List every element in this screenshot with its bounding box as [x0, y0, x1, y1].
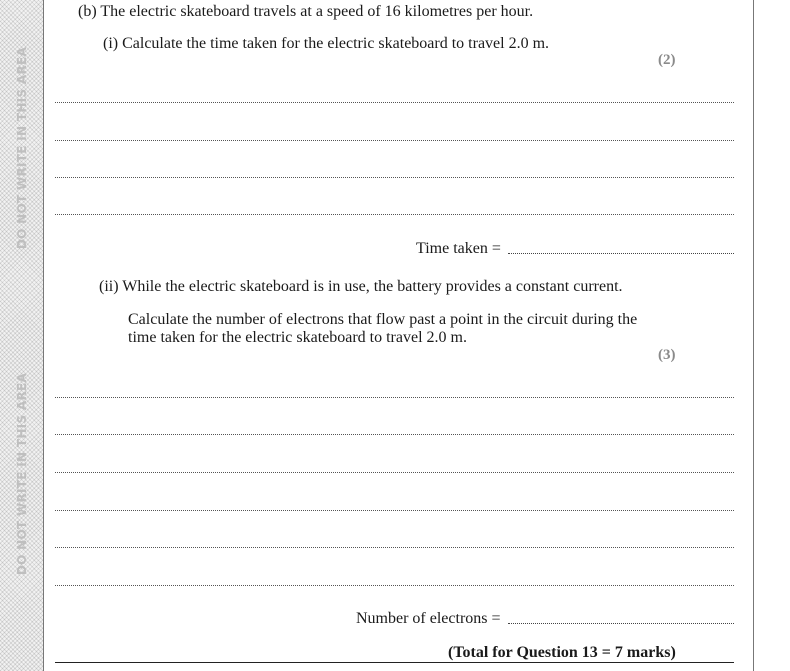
answer-line-ii-4[interactable]	[55, 510, 734, 511]
answer-line-ii-5[interactable]	[55, 547, 734, 548]
answer-line-i-3[interactable]	[55, 177, 734, 178]
answer-line-ii-2[interactable]	[55, 434, 734, 435]
part-ii-instruction-line2: time taken for the electric skateboard to travel 2.0 m.	[128, 329, 467, 346]
right-border-line	[753, 0, 754, 671]
left-border-line	[43, 0, 44, 671]
margin-warning-top: DO NOT WRITE IN THIS AREA	[15, 46, 29, 250]
answer-line-i-4[interactable]	[55, 214, 734, 215]
answer-line-i-1[interactable]	[55, 102, 734, 103]
time-taken-label: Time taken =	[416, 240, 501, 257]
question-total: (Total for Question 13 = 7 marks)	[448, 644, 676, 661]
answer-line-ii-3[interactable]	[55, 472, 734, 473]
answer-line-i-2[interactable]	[55, 140, 734, 141]
question-b-stem: (b) The electric skateboard travels at a speed of 16 kilometres per hour.	[78, 3, 534, 20]
answer-line-ii-6[interactable]	[55, 585, 734, 586]
number-of-electrons-answer-line[interactable]	[508, 623, 734, 624]
part-i-marks: (2)	[658, 52, 676, 68]
answer-line-ii-1[interactable]	[55, 397, 734, 398]
part-ii-text: (ii) While the electric skateboard is in use, the battery provides a constant current.	[99, 278, 623, 295]
time-taken-answer-line[interactable]	[508, 253, 734, 254]
bottom-rule	[55, 662, 734, 663]
part-ii-instruction-line1: Calculate the number of electrons that flow past a point in the circuit during the	[128, 311, 638, 328]
margin-warning-bottom: DO NOT WRITE IN THIS AREA	[15, 372, 29, 576]
part-i-text: (i) Calculate the time taken for the electric skateboard to travel 2.0 m.	[103, 35, 550, 52]
number-of-electrons-label: Number of electrons =	[356, 610, 501, 627]
part-ii-marks: (3)	[658, 347, 676, 363]
